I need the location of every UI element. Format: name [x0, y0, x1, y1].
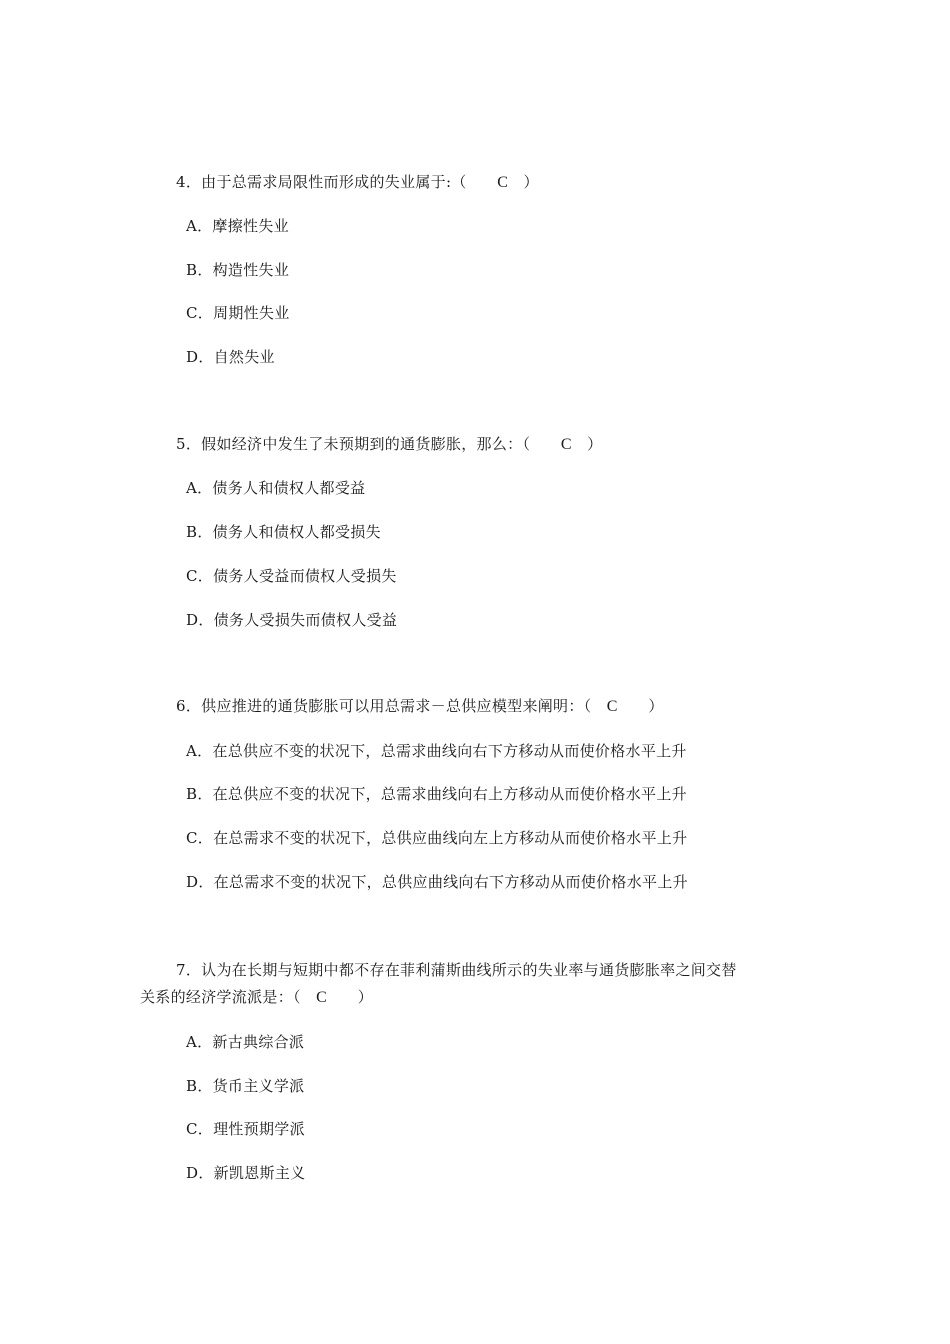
question-7-option-c: C．理性预期学派 — [186, 1120, 305, 1138]
question-5-text: 5．假如经济中发生了未预期到的通货膨胀，那么：（ — [176, 435, 561, 453]
question-5-option-d: D．债务人受损失而债权人受益 — [186, 611, 398, 629]
question-7-option-a: A．新古典综合派 — [186, 1033, 305, 1051]
question-5-option-b: B．债务人和债权人都受损失 — [186, 523, 381, 541]
question-4-close: ） — [508, 173, 539, 191]
question-6-stem — [176, 696, 664, 717]
question-7-option-d: D．新凯恩斯主义 — [186, 1164, 306, 1182]
question-4-answer: C — [497, 174, 509, 191]
question-5-stem — [176, 434, 602, 455]
question-5-close: ） — [571, 435, 603, 453]
question-4-text: 4．由于总需求局限性而形成的失业属于:（ — [176, 173, 498, 191]
question-5-option-c: C．债务人受益而债权人受损失 — [186, 567, 397, 585]
question-6-option-a: A．在总供应不变的状况下，总需求曲线向右下方移动从而使价格水平上升 — [186, 742, 687, 760]
question-7-close: ） — [327, 988, 373, 1006]
question-4-option-d: D．自然失业 — [186, 348, 275, 366]
question-5-option-a: A．债务人和债权人都受益 — [186, 479, 366, 497]
question-6-option-c: C．在总需求不变的状况下，总供应曲线向左上方移动从而使价格水平上升 — [186, 829, 688, 847]
question-6-option-b: B．在总供应不变的状况下，总需求曲线向右上方移动从而使价格水平上升 — [186, 785, 687, 803]
question-7-text: 关系的经济学流派是：（ — [140, 988, 317, 1006]
question-7-stem-line1: 7．认为在长期与短期中都不存在菲利蒲斯曲线所示的失业率与通货膨胀率之间交替 — [176, 961, 737, 979]
question-4-option-c: C．周期性失业 — [186, 304, 290, 322]
question-6-option-d: D．在总需求不变的状况下，总供应曲线向右下方移动从而使价格水平上升 — [186, 873, 688, 891]
question-4-option-b: B．构造性失业 — [186, 261, 290, 279]
question-6-answer: C — [606, 698, 618, 715]
question-6-close: ） — [617, 697, 664, 715]
question-7-stem-line2 — [140, 987, 373, 1008]
question-7-option-b: B．货币主义学派 — [186, 1077, 305, 1095]
question-5-answer: C — [560, 436, 572, 453]
question-4-stem — [176, 172, 539, 193]
question-7-answer: C — [316, 989, 328, 1006]
question-4-option-a: A．摩擦性失业 — [186, 217, 289, 235]
question-6-text: 6．供应推进的通货膨胀可以用总需求－总供应模型来阐明：（ — [176, 697, 607, 715]
